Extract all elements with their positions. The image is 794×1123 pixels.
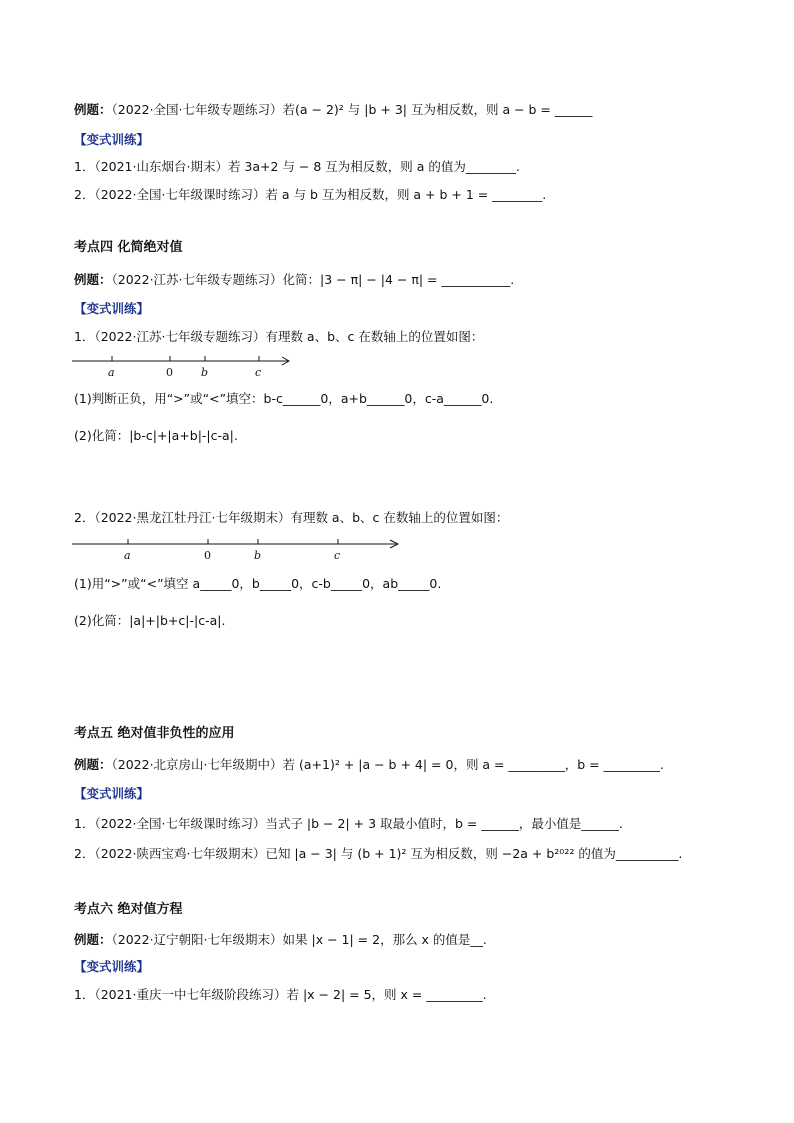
training-label: 【变式训练】 — [74, 301, 150, 316]
number-line — [70, 535, 410, 565]
section-title: 考点四 化简绝对值 — [74, 240, 183, 255]
number-line-label: a — [124, 549, 131, 562]
section-title: 考点六 绝对值方程 — [74, 902, 183, 917]
question-stem: 2．（2022·黑龙江牡丹江·七年级期末）有理数 a、b、c 在数轴上的位置如图： — [74, 510, 509, 525]
example-row — [74, 101, 592, 119]
question-stem: 1．（2022·江苏·七年级专题练习）有理数 a、b、c 在数轴上的位置如图： — [74, 329, 484, 344]
example-text: （2022·辽宁朝阳·七年级期末）如果 |x − 1| = 2，那么 x 的值是__. — [111, 932, 487, 947]
example-row — [74, 756, 664, 774]
example-text: （2022·江苏·七年级专题练习）化简：|3 − π| − |4 − π| = ___________. — [111, 272, 515, 287]
question-part: (1)用“>”或“<”填空 a_____0，b_____0，c-b_____0，ab_____0. — [74, 576, 442, 591]
question-part: (2)化简：|a|+|b+c|-|c-a|. — [74, 613, 226, 628]
example-text: （2022·全国·七年级专题练习）若(a − 2)² 与 |b + 3| 互为相反数，则 a − b = ______ — [111, 102, 593, 117]
example-label: 例题： — [74, 757, 112, 772]
example-label: 例题： — [74, 272, 112, 287]
number-line — [70, 352, 310, 382]
number-line-label: 0 — [204, 549, 211, 562]
number-line-label: c — [334, 549, 341, 562]
example-row — [74, 271, 514, 289]
number-line-label: b — [201, 366, 209, 379]
training-label: 【变式训练】 — [74, 132, 150, 147]
training-label: 【变式训练】 — [74, 959, 150, 974]
number-line-label: b — [254, 549, 262, 562]
exercise-item: 2．（2022·全国·七年级课时练习）若 a 与 b 互为相反数，则 a + b + 1 = ________. — [74, 187, 547, 202]
training-label: 【变式训练】 — [74, 786, 150, 801]
example-label: 例题： — [74, 102, 112, 117]
example-label: 例题： — [74, 932, 112, 947]
exercise-item: 1．（2022·全国·七年级课时练习）当式子 |b − 2| + 3 取最小值时，b = ______，最小值是______. — [74, 816, 623, 831]
exercise-item: 2．（2022·陕西宝鸡·七年级期末）已知 |a − 3| 与 (b + 1)² 互为相反数，则 −2a + b²⁰²² 的值为__________. — [74, 846, 683, 861]
section-title: 考点五 绝对值非负性的应用 — [74, 726, 235, 741]
example-row — [74, 931, 487, 949]
number-line-label: c — [255, 366, 262, 379]
example-text: （2022·北京房山·七年级期中）若 (a+1)² + |a − b + 4| = 0，则 a = _________，b = _________. — [111, 757, 664, 772]
number-line-label: 0 — [166, 366, 173, 379]
number-line-label: a — [108, 366, 115, 379]
exercise-item: 1．（2021·山东烟台·期末）若 3a+2 与 − 8 互为相反数，则 a 的值为________. — [74, 159, 520, 174]
question-part: (1)判断正负，用“>”或“<”填空：b-c______0，a+b______0，c-a______0. — [74, 391, 494, 406]
question-part: (2)化简：|b-c|+|a+b|-|c-a|. — [74, 428, 238, 443]
exercise-item: 1．（2021·重庆一中七年级阶段练习）若 |x − 2| = 5，则 x = _________. — [74, 987, 487, 1002]
